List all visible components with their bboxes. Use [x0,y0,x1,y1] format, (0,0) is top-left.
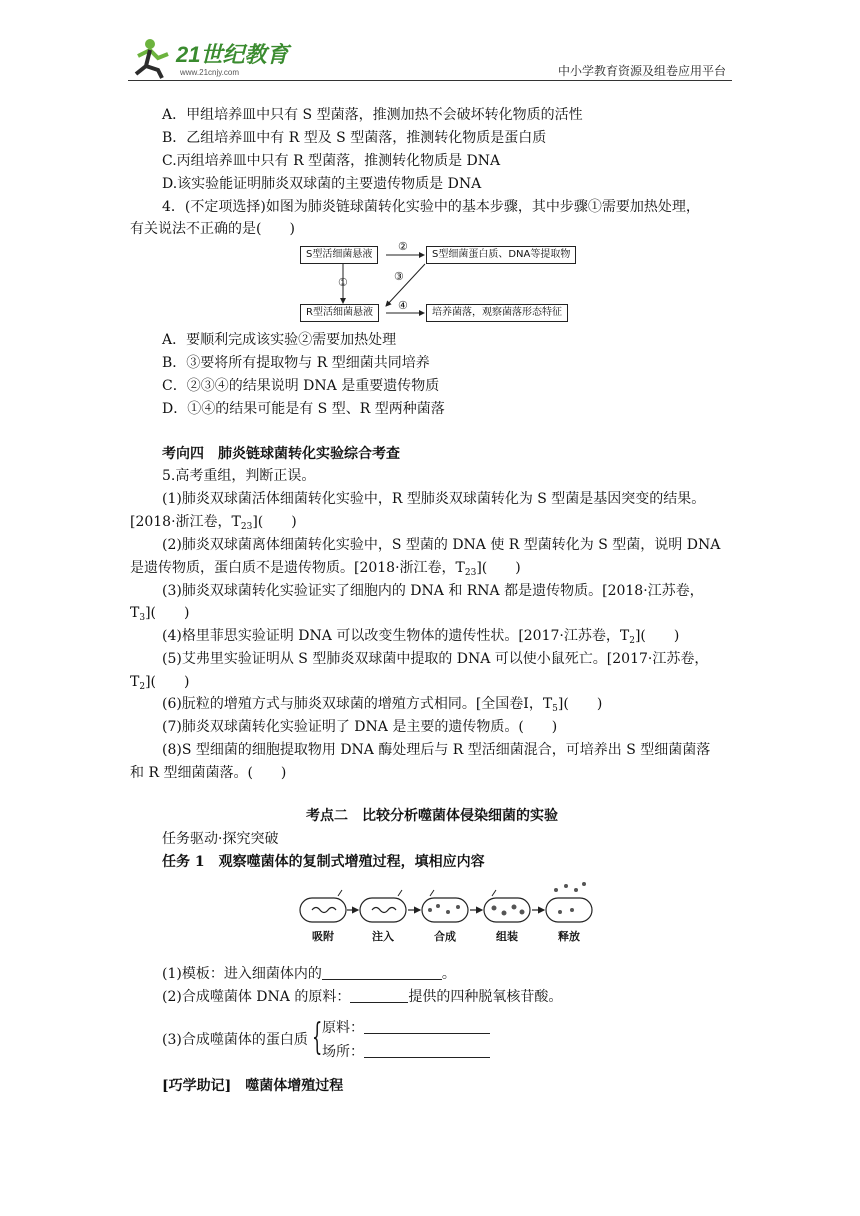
q5-item7: (7)肺炎双球菌转化实验证明了 DNA 是主要的遗传物质。( ) [162,719,558,735]
q5-item3-cont: $T_3$]( ) [130,605,190,623]
q4-option-d: D．①④的结果可能是有 S 型、R 型两种菌落 [162,401,445,417]
q5-item8-cont: 和 R 型细菌菌落。( ) [130,765,287,781]
q5-item3: (3)肺炎双球菌转化实验证实了细胞内的 DNA 和 RNA 都是遗传物质。[2018·江苏卷， [162,583,704,599]
q5-item5-cont: $T_2$]( ) [130,674,190,692]
box-s-live-suspension: S型活细菌悬液 [300,246,378,264]
step-1-label: ① [338,276,348,289]
q5-item6: (6)朊粒的增殖方式与肺炎双球菌的增殖方式相同。[全国卷Ⅰ，$T_5$]( ) [162,696,603,714]
logo-text: 21世纪教育 [176,42,289,67]
q5-item1: (1)肺炎双球菌活体细菌转化实验中，R 型肺炎双球菌转化为 S 型菌是基因突变的结果。 [162,491,706,507]
fill-item-2: (2)合成噬菌体 DNA 的原料： 提供的四种脱氧核苷酸。 [162,989,563,1005]
fill-item-3b: 场所： [322,1042,490,1062]
stage-adsorb: 吸附 [312,930,334,943]
stage-assembly: 组装 [496,930,518,943]
fill-blank-3b[interactable] [364,1043,490,1058]
fill-item-3a: 原料： [322,1018,490,1038]
fill-blank-1[interactable] [322,965,442,980]
q3-option-d: D.该实验能证明肺炎双球菌的主要遗传物质是 DNA [162,176,482,192]
point2-title: 考点二 比较分析噬菌体侵染细菌的实验 [306,808,558,824]
header-rule [128,80,732,81]
fill-item-1: (1)模板：进入细菌体内的 。 [162,966,456,982]
phage-cycle-diagram [298,880,598,926]
task1-title: 任务 1 观察噬菌体的复制式增殖过程，填相应内容 [162,854,485,870]
logo-url: www.21cnjy.com [180,68,239,77]
step-4-label: ④ [398,299,408,312]
platform-name: 中小学教育资源及组卷应用平台 [557,64,726,78]
q4-stem-line1: 4．(不定项选择)如图为肺炎链球菌转化实验中的基本步骤，其中步骤①需要加热处理， [162,199,700,215]
box-culture: 培养菌落，观察菌落形态特征 [426,304,568,322]
point2-drive: 任务驱动·探究突破 [162,831,279,847]
fill-blank-3a[interactable] [364,1019,490,1034]
step-3-label: ③ [394,270,404,283]
q5-item8: (8)S 型细菌的细胞提取物用 DNA 酶处理后与 R 型活细菌混合，可培养出 S 型细菌菌落 [162,742,711,758]
q5-item5: (5)艾弗里实验证明从 S 型肺炎双球菌中提取的 DNA 可以使小鼠死亡。[2017·江苏卷， [162,651,709,667]
q4-option-b: B．③要将所有提取物与 R 型细菌共同培养 [162,355,430,371]
runner-icon [136,39,168,78]
q5-item4: (4)格里菲思实验证明 DNA 可以改变生物体的遗传性状。[2017·江苏卷，$T_2$]( ) [162,628,680,646]
mnemonic-heading: [巧学助记] 噬菌体增殖过程 [162,1078,344,1094]
fill-item-3-label: (3)合成噬菌体的蛋白质 [162,1032,308,1048]
q4-option-a: A．要顺利完成该实验②需要加热处理 [162,332,397,348]
q5-item2-cont: 是遗传物质，蛋白质不是遗传物质。[2018·浙江卷，$T_{23}$]( ) [130,560,521,578]
logo [128,36,298,80]
q3-option-a: A．甲组培养皿中只有 S 型菌落，推测加热不会破坏转化物质的活性 [162,107,583,123]
q3-option-b: B．乙组培养皿中有 R 型及 S 型菌落，推测转化物质是蛋白质 [162,130,547,146]
q4-stem-line2: 有关说法不正确的是( ) [130,221,295,237]
box-s-extract: S型细菌蛋白质、DNA等提取物 [426,246,576,264]
q3-option-c: C.丙组培养皿中只有 R 型菌落，推测转化物质是 DNA [162,153,501,169]
stage-synthesis: 合成 [434,930,456,943]
fill-blank-2[interactable] [350,988,408,1003]
stage-inject: 注入 [372,930,394,943]
q5-item1-source: [2018·浙江卷，$T_{23}$]( ) [130,514,297,532]
box-r-live-suspension: R型活细菌悬液 [300,304,379,322]
section4-title: 考向四 肺炎链球菌转化实验综合考查 [162,446,400,462]
brace-icon: { [312,1017,323,1058]
q5-stem: 5.高考重组，判断正误。 [162,468,316,484]
q5-item2: (2)肺炎双球菌离体细菌转化实验中，S 型菌的 DNA 使 R 型菌转化为 S 型菌，说明 DNA [162,537,721,553]
step-2-label: ② [398,240,408,253]
stage-release: 释放 [558,930,580,943]
q4-option-c: C．②③④的结果说明 DNA 是重要遗传物质 [162,378,440,394]
